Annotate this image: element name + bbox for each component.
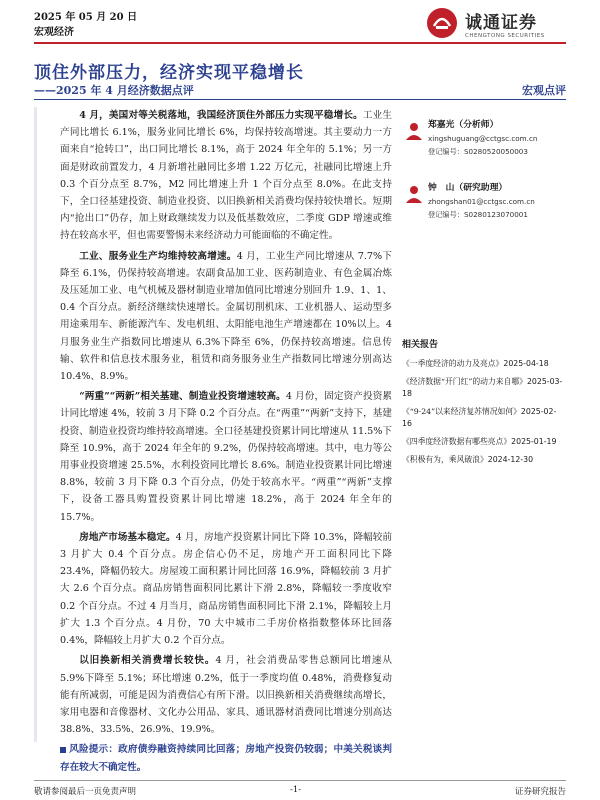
related-report-item[interactable] <box>402 406 566 430</box>
chengtong-logo-icon <box>425 6 459 40</box>
footer-rule <box>34 780 566 781</box>
related-report-title: 《“9·24”以来经济复苏情况如何》 <box>402 407 521 416</box>
title-rule <box>34 99 566 100</box>
report-date: 2025 年 05 月 20 日 <box>34 12 138 23</box>
real-estate-text: 4 月，房地产投资累计同比下降 10.3%，降幅较前 3 月扩大 0.4 个百分点。房企信心仍不足，房地产开工面积同比下降 23.4%，降幅仍较大。房屋竣工面积累计同比回落 16.9%，降幅较前 3 月扩大 2.6 个百分点。商品房销售面积同比累计下滑 2.8%，降幅较一季度收窄 0.2 个百分点。不过 4 月当月，商品房销售面积同比下滑 2.1%，降幅较上月扩大 1.3 个百分点。4 月份，70 大中城市二手房价格指数整体环比回落 0.4%，降幅较上月扩大 0.2 个百分点。 <box>60 531 392 647</box>
analyst-name: 钟 山（研究助理） <box>428 183 508 193</box>
paragraph-summary <box>60 107 392 245</box>
page-number: -1- <box>290 785 302 795</box>
report-body <box>60 107 392 779</box>
production-lead: 工业、服务业生产均维持较高增速。 <box>79 250 237 262</box>
related-report-date: 2025-02-16 <box>402 407 557 428</box>
risk-text: 风险提示：政府债券融资持续同比回落；房地产投资仍较弱；中美关税谈判存在较大不确定性。 <box>60 744 392 773</box>
related-report-date: 2025-03-18 <box>402 377 563 398</box>
related-report-item[interactable] <box>402 454 566 466</box>
brand-logo <box>425 6 545 40</box>
related-report-date: 2024-12-30 <box>487 455 534 464</box>
report-type: 宏观点评 <box>522 84 566 97</box>
investment-lead: “两重”“两新”相关基建、制造业投资增速较高。 <box>79 391 286 403</box>
investment-text: 4 月份，固定资产投资累计同比增速 4%，较前 3 月下降 0.2 个百分点。在“两重”“两新”支持下，基建投资、制造业投资均维持较高增速。全口径基建投资累计同比增速从 11.5%下降至 10.9%，高于 2024 年全年的 9.2%，仍保持较高增速。其中，电力等公用事业投资增速 25.5%，水利投资同比增长 8.6%。制造业投资累计同比增速 8.8%，较前 3 月下降 0.3 个百分点，仍处于较高水平。“两重”“两新”支撑下，设备工器具购置投资累计同比增速 18.2%，高于 2024 年全年的 15.7%。 <box>60 391 392 523</box>
footer-label: 证券研究报告 <box>514 787 566 797</box>
analyst-card <box>402 119 566 158</box>
person-icon <box>404 121 424 141</box>
analyst-reg: 登记编号：S0280520050003 <box>428 147 528 156</box>
consumption-lead: 以旧换新相关消费增长较快。 <box>79 655 216 667</box>
related-reports-title: 相关报告 <box>402 340 439 350</box>
related-report-title: 《经济数据“开门红”的动力来自哪》 <box>402 377 527 386</box>
summary-lead: 4 月，美国对等关税落地，我国经济顶住外部压力实现平稳增长。 <box>79 110 363 121</box>
analyst-reg: 登记编号：S0280123070001 <box>428 210 528 219</box>
real-estate-lead: 房地产市场基本稳定。 <box>79 531 176 543</box>
related-report-item[interactable] <box>402 358 566 370</box>
risk-warning <box>60 741 392 775</box>
related-report-date: 2025-04-18 <box>503 359 549 368</box>
analyst-name: 郑嘉光（分析师） <box>428 120 499 130</box>
related-report-date: 2025-01-19 <box>511 437 557 446</box>
body-side-bar <box>34 107 37 742</box>
production-text: 4 月，工业生产同比增速从 7.7%下降至 6.1%，仍保持较高增速。农副食品加工业、医药制造业、有色金属冶炼及压延加工业、电气机械及器材制造业增加值同比增速分别回升 1.9、1、1、0.4 个百分点。新经济继续快速增长。金属切削机床、工业机器人、运动型多用途乘用车、新能源汽车、发电机组、太阳能电池生产增速都在 10%以上。4 月服务业生产指数同比增速从 6.3%下降至 6%，仍保持较高增速。信息传输、软件和信息技术服务业，租赁和商务服务业生产指数同比增速分别高达 10.4%、8.9%。 <box>60 250 393 383</box>
square-bullet-icon <box>60 747 66 753</box>
logo-name-en: CHENGTONG SECURITIES <box>465 32 545 39</box>
page-subtitle: ——2025 年 4 月经济数据点评 <box>34 84 194 97</box>
paragraph-investment <box>60 388 392 526</box>
logo-name-cn: 诚通证券 <box>465 12 537 33</box>
analyst-card <box>402 182 566 221</box>
consumption-text: 4 月，社会消费品零售总额同比增速从 5.9%下降至 5.1%；环比增速 0.2%，低于一季度均值 0.48%，消费修复动能有所减弱，可能是因为消费信心有所下滑。以旧换新相关消费继续高增长，家用电器和音像器材、文化办公用品、家具、通讯器材消费同比增速分别高达 38.8%、33.5%、26.9%、19.9%。 <box>60 655 392 736</box>
summary-text: 工业生产同比增长 6.1%，服务业同比增长 6%，均保持较高增速。其主要动力一方面来自“抢转口”，出口同比增长 8.1%，高于 2024 年全年的 5.1%；另一方面是财政前置发力，4 月新增社融同比多增 1.22 万亿元，社融同比增速上升 0.3 个百分点至 8.7%，M2 同比增速上升 1 个百分点至 8.0%。在此支持下，全口径基建投资、制造业投资、以旧换新相关消费均保持较快增长。短期内“抢出口”仍存，加上财政继续发力以及低基数效应，二季度 GDP 增速或维持在较高水平，但也需要警惕未来经济动力可能面临的不确定性。 <box>60 110 393 242</box>
related-report-title: 《一季度经济的动力及亮点》 <box>402 359 504 368</box>
related-report-item[interactable] <box>402 436 566 448</box>
related-report-title: 《四季度经济数据有哪些亮点》 <box>402 437 512 446</box>
disclaimer-note: 敬请参阅最后一页免责声明 <box>34 787 137 797</box>
sidebar <box>402 107 566 466</box>
related-report-item[interactable] <box>402 376 566 400</box>
paragraph-real-estate <box>60 529 392 649</box>
related-report-title: 《积极有为，乘风破浪》 <box>402 455 488 464</box>
analyst-email[interactable]: zhongshan01@cctgsc.com.cn <box>428 197 535 206</box>
paragraph-production <box>60 248 392 386</box>
analyst-email[interactable]: xingshuguang@cctgsc.com.cn <box>428 134 538 143</box>
header-rule <box>34 42 566 44</box>
report-category: 宏观经济 <box>34 27 74 38</box>
person-icon <box>404 184 424 204</box>
paragraph-consumption <box>60 652 392 738</box>
page-title: 顶住外部压力，经济实现平稳增长 <box>34 63 304 83</box>
